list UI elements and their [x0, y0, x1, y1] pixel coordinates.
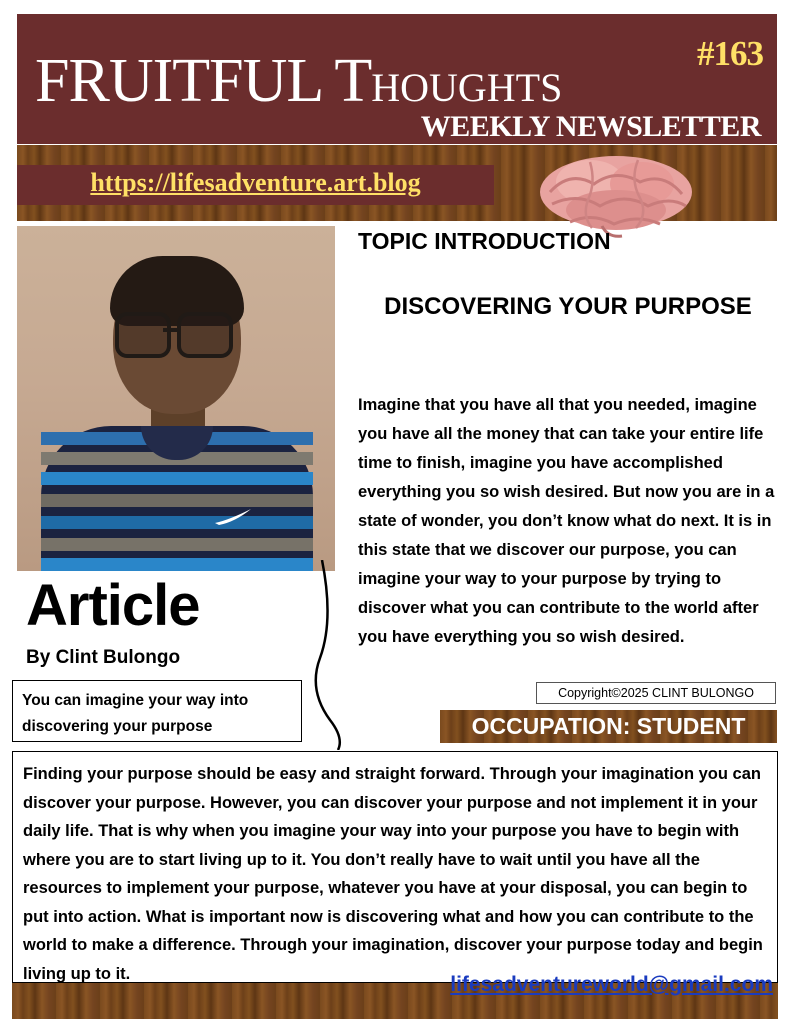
- blog-url-link[interactable]: https://lifesadventure.art.blog: [90, 168, 421, 197]
- glasses-right-lens: [177, 312, 233, 358]
- newsletter-tagline: WEEKLY NEWSLETTER: [420, 110, 761, 143]
- shirt-logo-icon: [213, 508, 253, 526]
- topic-title: DISCOVERING YOUR PURPOSE: [384, 293, 752, 320]
- shirt-stripe: [41, 558, 313, 571]
- shirt-stripe: [41, 538, 313, 551]
- author-portrait: [17, 226, 335, 571]
- contact-email-link[interactable]: lifesadventureworld@gmail.com: [450, 973, 773, 996]
- article-body-box: [12, 751, 778, 983]
- shirt-stripe: [41, 472, 313, 485]
- occupation-badge: OCCUPATION: STUDENT: [440, 710, 777, 743]
- article-body-text: Finding your purpose should be easy and straight forward. Through your imagination you can discover your purpose. However, you can discover your purpose and not implement it in your daily life. That is why when you imagine your way into your purpose you have to begin with where you are to start living up to it. You don’t really have to wait until you have all the resources to implement your purpose, whatever you have at your disposal, you can begin to put into action. What is important now is discovering what and how you can contribute to the world to make a difference. Through your imagination, discover your purpose today and begin living up to it.: [23, 765, 763, 983]
- shirt-stripe: [41, 494, 313, 507]
- copyright-notice: Copyright©2025 CLINT BULONGO: [536, 682, 776, 704]
- newsletter-title: [35, 46, 562, 117]
- speech-bubble-tail: [300, 560, 360, 750]
- topic-body-text: Imagine that you have all that you needed, imagine you have all the money that can take your entire life time to finish, imagine you have accomplished everything you so wish desired. But now you are in a state of wonder, you don’t know what do next. It is in this state that we discover our purpose, you can imagine your way to your purpose by trying to discover what you can contribute to the world after you have everything you so wish desired.: [358, 396, 775, 646]
- shirt-stripe: [41, 516, 313, 529]
- article-byline: By Clint Bulongo: [26, 647, 181, 668]
- masthead-banner: [17, 14, 777, 144]
- article-heading: Article: [26, 573, 200, 638]
- issue-number: #163: [697, 34, 763, 73]
- title-main: FRUITFUL T: [35, 47, 372, 115]
- glasses-bridge: [163, 328, 177, 332]
- topic-introduction-label: TOPIC INTRODUCTION: [358, 228, 611, 254]
- glasses-left-lens: [115, 312, 171, 358]
- title-sub: HOUGHTS: [371, 65, 563, 110]
- pull-quote-box: You can imagine your way into discovering your purpose: [12, 680, 302, 742]
